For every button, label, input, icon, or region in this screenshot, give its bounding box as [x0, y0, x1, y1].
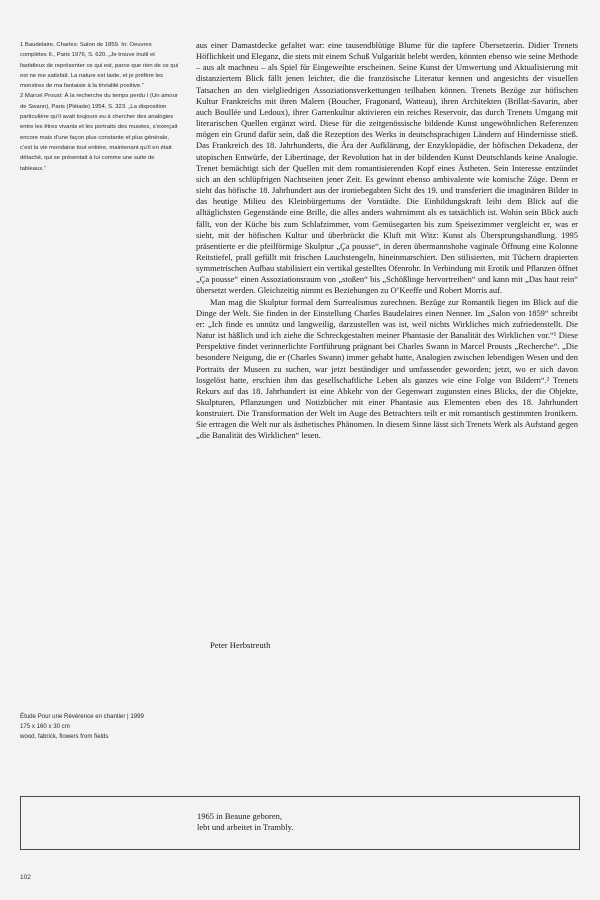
paragraph: aus einer Damastdecke gefaltet war: eine tausendblütige Blume für die tapfere Übersetzerin. Didier Trenets Höflichkeit und Eleganz, die stets mit einem Schuß Vulgarität belebt werden, könnten ebenso wie seine Methode – aus alt machneu – als Spiel für Eingeweihte erscheinen. Seine Kunst der Umwertung und Aktualisierung mit distanziertem Blick fällt jenen leichter, die die französische Literatur kennen und angesichts der visuellen Tatsachen an den vielgliedrigen Assoziationsverkettungen teilhaben können. Trenets Bezüge zur höfischen Kultur Frankreichs mit ihren Malern (Boucher, Fragonard, Watteau), ihren Architekten (Brillat-Savarin, aber auch Boullée und Ledoux), ihrer Gartenkultur aktivieren ein reiches Reservoir, das durch Trenets Umgang mit literarischen Quellen ergänzt wird. Diese für die zeitgenössische bildende Kunst ungewöhnlichen Referenzen mögen ein Grund dafür sein, daß die Rezeption des Werks in deutschsprachigen Ländern auf Hindernisse stieß. Das Frankreich des 18. Jahrhunderts, die Ära der Aufklärung, der Enzyklopädie, der höfischen Dekadenz, der utopischen Entwürfe, der Libertinage, der Revolution hat in der bildenden Kunst Deutschlands keine Analogie. Trenet bemächtigt sich der Quellen mit dem romantisierenden Kopf eines Ästheten. Sein Interesse entzündet sich an den schlüpfrigen Nachtseiten jener Zeit. Es gewinnt ebenso ambivalente wie komische Züge. Denn er sieht das höfische 18. Jahrhundert aus der ironiebegabten Sicht des 19. und transferiert die imaginären Bilder in das heutige Milieu des Kleinbürgertums der Vorstädte. Die Einbildungskraft leiht dem Blick auf die alltäglichsten Gegenstände eine Brille, die alles anders wahrnimmt als es tatsächlich ist. Wohin sein Blick auch fällt, von der Küche bis zum Schlafzimmer, vom Gemüsegarten bis zum Speisezimmer vergleicht er, was er sieht, mit der höfischen Kultur und überbrückt die Kluft mit Witz: Kunst als Übersprungshandlung. 1995 präsentierte er die pfeilförmige Skulptur „Ça pousse“, in deren übermannshohe vaginale Öffnung eine Kolonne Reitstiefel, prall gefüllt mit frischen Lauchstengeln, hineinmarschiert. Den stilisierten, mit Tüchern drapierten symmetrischen Aufbau stabilisiert ein vertikal gestelltes Ofenrohr. In Verbindung mit Erotik und Pflanzen öffnet „Ça pousse“ einen Assoziationsraum von „stoßen“ bis „Schößlinge hervortreiben“ und kann mit „Das haut rein“ übersetzt werden. Gleichzeitig nimmt es Beziehungen zu O’Keeffe und Robert Morris auf. [196, 40, 578, 296]
caption-dimensions: 175 x 160 x 30 cm [20, 723, 70, 731]
artwork-caption [20, 712, 220, 743]
essay-body [196, 40, 578, 442]
bio-line: lebt und arbeitet in Trambly. [197, 822, 294, 832]
footnotes [20, 40, 180, 174]
caption-materials: wood, fabrick, flowers from fields [20, 733, 109, 741]
artist-bio [197, 811, 293, 833]
page-number: 102 [20, 874, 31, 881]
caption-title: Étude Pour une Révérence en chantier | 1999 [20, 713, 144, 720]
author-signature: Peter Herbstreuth [210, 640, 271, 650]
footnote-2 [20, 91, 180, 173]
footnote-1 [20, 40, 180, 91]
footnote-text: Marcel Proust: À la recherche du temps perdu I (Un amour de Swann), Paris (Pléiade) 1954, S. 323. „La disposition particulière qu’il avait toujours eu à chercher des analogies entre les êtres vivants et les portraits des musées, s’exerçait encore mais d’une façon plus constante et plus générale, c’est la vie mondaine tout entière, maintenant qu’il en était détaché, qui se présentait à lui comme une suite de tableaux.“ [20, 93, 178, 172]
bio-box [20, 796, 580, 850]
footnote-number: 1 [20, 42, 24, 48]
bio-line: 1965 in Beaune geboren, [197, 811, 282, 821]
footnote-text: Baudelaire, Charles: Salon de 1859. In: Oeuvres complètes II., Paris 1976, S. 620. „Je trouve inutil et fastidieux de représenter ce qui est, parce que rien de ce qui est ne me satisfait. La nature est laide, et je préfère les monstres de ma fantaisie à la trivialité positive.“ [20, 42, 179, 90]
paragraph: Man mag die Skulptur formal dem Surrealismus zurechnen. Bezüge zur Romantik liegen im Blick auf die Dinge der Welt. Sie finden in der Einstellung Charles Baudelaires einen Nenner. Im „Salon von 1859“ schreibt er: „Ich finde es unnütz und langweilig, darzustellen was ist, weil nichts Wirkliches mich zufriedenstellt. Die Natur ist häßlich und ich ziehe die Schreckgestalten meiner Phantasie der Banalität des Wirklichen vor.“¹ Diese Perspektive findet verinnerlichte Fortführung prägnant bei Charles Swann in Marcel Prousts „Recherche“. „Die besondere Neigung, die er (Charles Swann) immer gehabt hatte, Analogien zwischen lebendigen Wesen und den Portraits der Museen zu suchen, war jetzt beständiger und umfassender geworden; jetzt, wo er sich davon losgelöst hatte, erschien ihm das gesellschaftliche Leben als ganzes wie eine Folge von Bildern“.² Trenets Rekurs auf das 18. Jahrhundert ist eine Abkehr von der Gegenwart zugunsten eines Blicks, der die Objekte, Skulpturen, Pflanzungen und Notizbücher mit einer Phantasie aus Elementen eben des 18. Jahrhundert konstruiert. Die Transformation der Welt im Auge des Betrachters teilt er mit romantisch gestimmten Ironikern. Sie ertragen die Welt nur als ästhetisches Phänomen. In diesem Sinne lässt sich Trenets Werk als Aufstand gegen „die Banalität des Wirklichen“ lesen. [196, 296, 578, 441]
footnote-number: 2 [20, 93, 24, 100]
